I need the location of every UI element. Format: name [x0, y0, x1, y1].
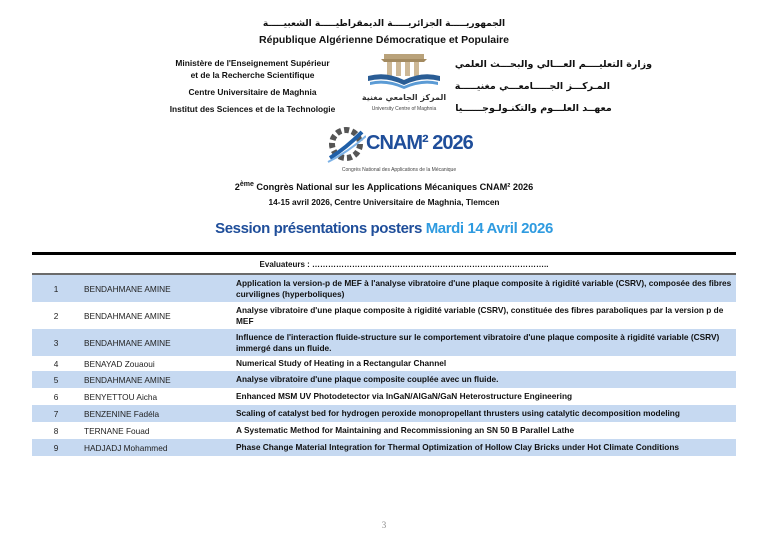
row-author: BENDAHMANE AMINE: [84, 310, 171, 321]
table-row: [32, 302, 736, 329]
row-author: HADJADJ Mohammed: [80, 439, 230, 456]
row-number: 8: [53, 425, 59, 436]
row-title: Phase Change Material Integration for Thermal Optimization of Hollow Clay Bricks under Hot Climate Conditions: [230, 439, 736, 456]
row-author: BENAYAD Zouaoui: [84, 358, 155, 369]
republic-title: République Algérienne Démocratique et Populaire: [259, 34, 509, 46]
cnam-gear-icon: [326, 124, 366, 164]
arabic-ministry: وزارة التعليــــم العـــالي والبحـــث العلمي: [454, 59, 652, 70]
congress-name: Congrès National sur les Applications Mécaniques CNAM² 2026: [253, 182, 534, 192]
arabic-institute: معهــد العلـــوم والتكنـولـوجــــــيا: [455, 103, 612, 114]
table-row: [32, 371, 736, 388]
cnam-logo: [326, 124, 473, 176]
row-number: 6: [53, 391, 59, 402]
congress-ordinal: 2: [234, 182, 240, 192]
university-logo-graphic: [364, 52, 444, 90]
poster-table: [32, 275, 736, 456]
congress-ordinal-suffix: ème: [239, 180, 254, 188]
row-number: 9: [32, 439, 80, 456]
row-title: Numerical Study of Heating in a Rectangular Channel: [236, 358, 447, 369]
row-title: Application la version-p de MEF à l'analyse vibratoire d'une plaque composite à rigidité variable (CSRV), composée des fibres curvilignes (hyperboliques): [230, 275, 736, 302]
row-author: BENZENINE Fadéla: [80, 405, 230, 422]
row-number: 5: [32, 371, 80, 388]
table-row: [32, 439, 736, 456]
row-title: Analyse vibratoire d'une plaque composite à rigidité variable (CSRV), constituée des fibres paraboliques par la version p de MEF: [236, 305, 724, 326]
university-logo-arabic: المركز الجامعي مغنية: [361, 93, 447, 102]
session-title-main: Session présentations posters: [215, 220, 426, 237]
ministry-line-2: et de la Recherche Scientifique: [190, 70, 315, 80]
row-number: 2: [53, 310, 59, 321]
table-top-rule: [32, 252, 736, 255]
row-title: Scaling of catalyst bed for hydrogen peroxide monopropellant thrusters using catalytic decomposition modeling: [230, 405, 736, 422]
congress-title: [0, 180, 768, 194]
row-number: 4: [53, 358, 59, 369]
session-title: [0, 219, 768, 239]
row-author: BENDAHMANE AMINE: [80, 329, 230, 356]
table-row: [32, 388, 736, 405]
cnam-logo-text: CNAM² 2026: [366, 132, 473, 154]
row-author: BENDAHMANE AMINE: [80, 371, 230, 388]
university-logo: [360, 52, 448, 118]
row-author: TERNANE Fouad: [84, 425, 150, 436]
row-number: 1: [32, 275, 80, 302]
row-number: 7: [32, 405, 80, 422]
row-title: A Systematic Method for Maintaining and Recommissioning an SN 50 B Parallel Lathe: [236, 425, 575, 436]
session-title-date: Mardi 14 Avril 2026: [425, 220, 553, 237]
congress-dates: 14-15 avril 2026, Centre Universitaire de Maghnia, Tlemcen: [268, 197, 500, 207]
table-row: [32, 422, 736, 439]
table-row: [32, 405, 736, 422]
table-row: [32, 275, 736, 302]
evaluators-line: Evaluateurs : ……………………………………………………………………………..: [259, 260, 549, 269]
cnam-logo-subtitle: Congrès National des Applications de la Mécanique: [341, 167, 457, 173]
row-author: BENYETTOU Aicha: [84, 391, 158, 402]
row-title: Influence de l'interaction fluide-structure sur le comportement vibratoire d'une plaque composite à rigidité variable (CSRV) immergé dans un fluide.: [230, 329, 736, 356]
arabic-centre: المـركـــز الجـــــامعـــي مغنيـــــة: [454, 81, 610, 92]
institute-name: Institut des Sciences et de la Technologie: [169, 104, 336, 114]
row-title: Enhanced MSM UV Photodetector via InGaN/AlGaN/GaN Heterostructure Engineering: [236, 391, 573, 402]
arabic-republic-title: الجمهوريـــــة الجزائريـــــة الديمقراطيـــــة الشعبيـــــة: [262, 19, 506, 29]
ministry-line-1: Ministère de l'Enseignement Supérieur: [175, 58, 330, 68]
row-author: BENDAHMANE AMINE: [80, 275, 230, 302]
table-row: [32, 356, 736, 371]
centre-name: Centre Universitaire de Maghnia: [188, 87, 317, 97]
university-logo-text: University Centre of Maghnia: [371, 106, 437, 112]
table-row: [32, 329, 736, 356]
page-number: 3: [381, 520, 387, 530]
row-title: Analyse vibratoire d'une plaque composite couplée avec un fluide.: [230, 371, 736, 388]
row-number: 3: [32, 329, 80, 356]
